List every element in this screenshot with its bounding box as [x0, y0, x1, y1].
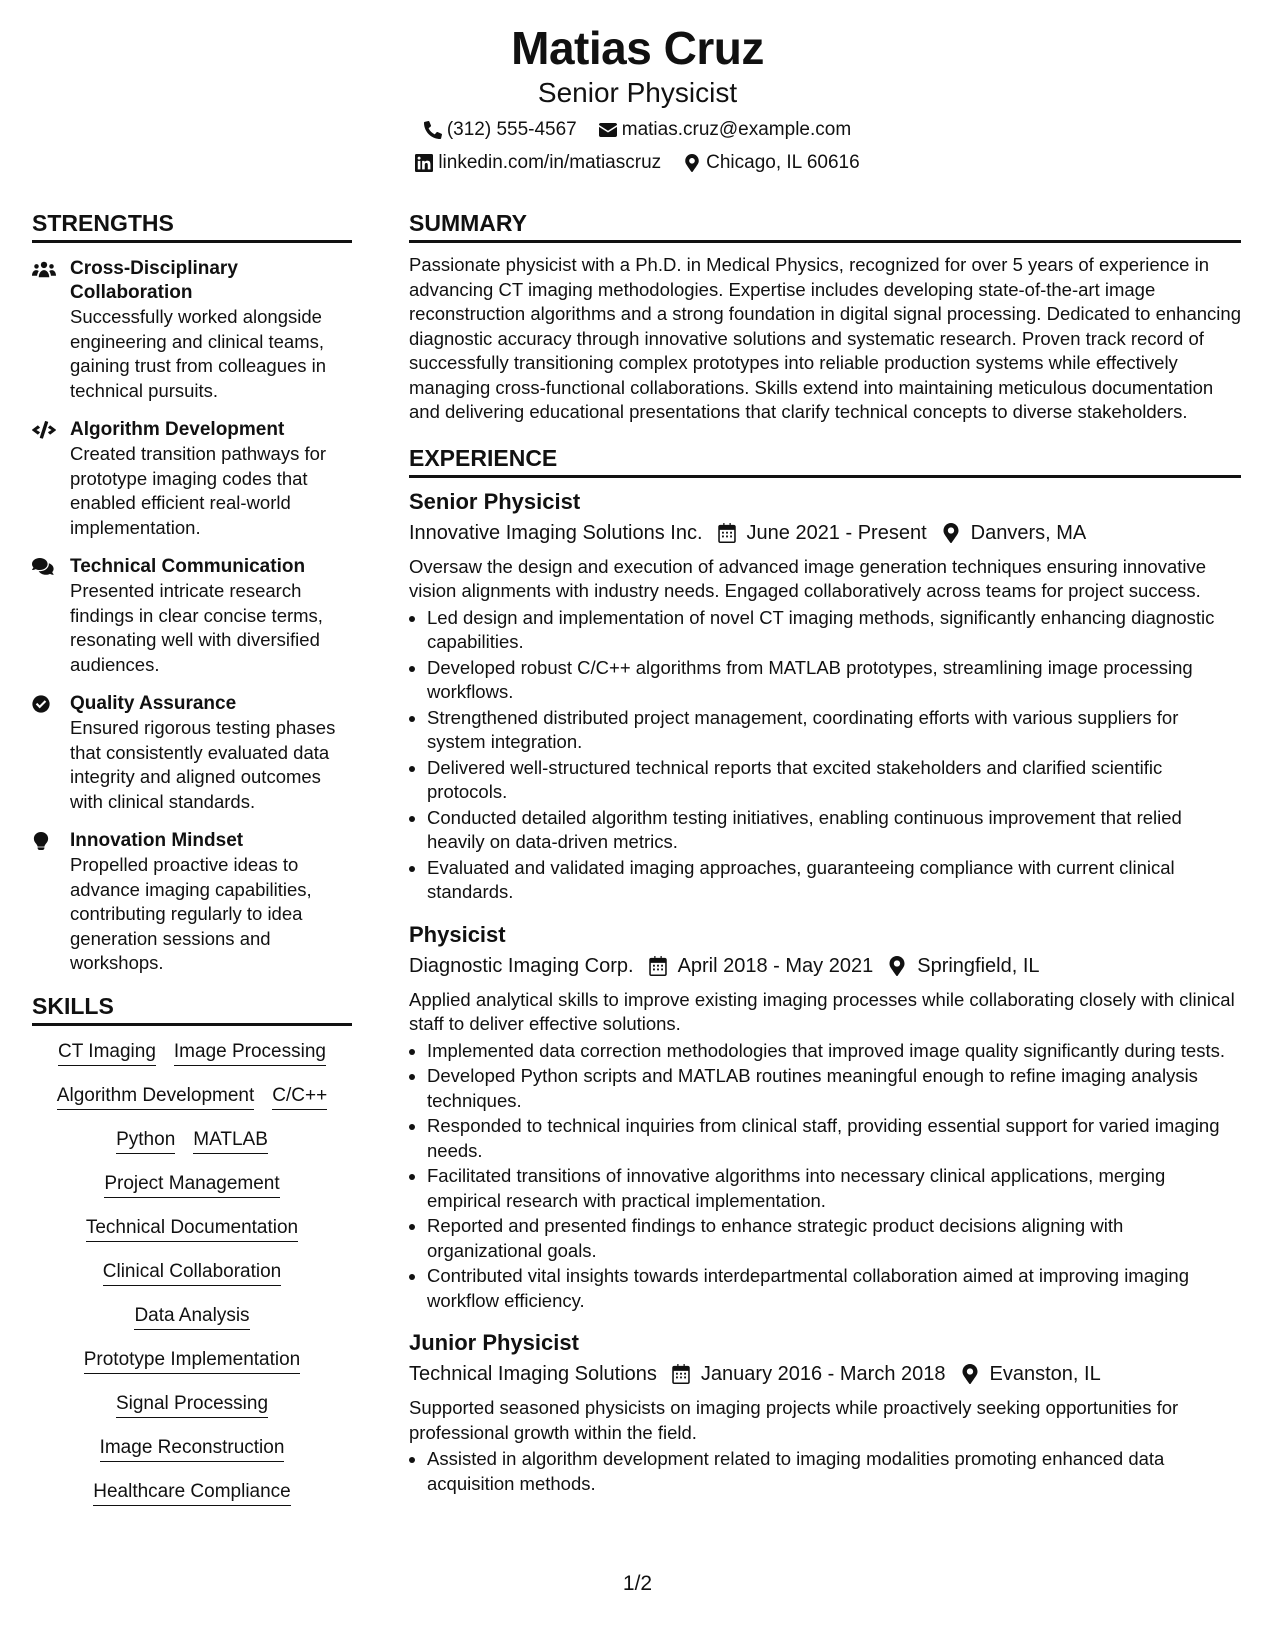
job-description: Supported seasoned physicists on imaging projects while proactively seeking opportunities for professional growth within the field. [409, 1397, 1179, 1443]
job-entry [409, 1329, 1241, 1496]
strength-title: Innovation Mindset [70, 830, 244, 851]
strength-item [32, 555, 352, 677]
job-company: Technical Imaging Solutions [409, 1363, 657, 1385]
strength-title: Quality Assurance [70, 693, 237, 714]
contact-email[interactable] [599, 118, 851, 142]
strength-description: Created transition pathways for prototype imaging codes that enabled efficient real-world implementation. [70, 443, 327, 538]
bullet-item: • Led design and implementation of novel CT imaging methods, significantly enhancing diagnostic capabilities. [427, 606, 1241, 655]
skill-tag: Healthcare Compliance [93, 1480, 291, 1506]
left-column [32, 208, 352, 1524]
job-meta [409, 1360, 1241, 1388]
linkedin-text: linkedin.com/in/matiascruz [438, 152, 662, 173]
email-text: matias.cruz@example.com [621, 119, 852, 140]
job-description: Applied analytical skills to improve existing imaging processes while collaborating closely with clinical staff to deliver effective solutions. [409, 988, 1235, 1034]
job-dates: January 2016 - March 2018 [700, 1363, 946, 1385]
strength-title: Technical Communication [70, 556, 306, 577]
job-bullets [409, 1039, 1241, 1314]
bullet-item: • Strengthened distributed project management, coordinating efforts with various suppliers for system integration. [427, 706, 1241, 755]
map-marker-icon [960, 1364, 980, 1384]
location-text: Chicago, IL 60616 [706, 152, 860, 173]
summary-heading: SUMMARY [409, 208, 1241, 243]
phone-icon [424, 121, 442, 139]
skill-tag: Prototype Implementation [84, 1348, 301, 1374]
strength-description: Propelled proactive ideas to advance imaging capabilities, contributing regularly to idea generation sessions and workshops. [70, 854, 312, 973]
check-circle-icon [32, 695, 56, 713]
strengths-list [32, 257, 352, 976]
strength-title: Algorithm Development [70, 419, 285, 440]
skill-tag: Image Reconstruction [100, 1436, 285, 1462]
skill-tag: Python [116, 1128, 175, 1154]
skill-tag: Clinical Collaboration [103, 1260, 281, 1286]
job-company: Diagnostic Imaging Corp. [409, 954, 634, 977]
skill-tag: C/C++ [272, 1084, 327, 1110]
job-meta [409, 952, 1241, 980]
strength-description: Presented intricate research findings in clear concise terms, resonating well with diversified audiences. [70, 580, 323, 675]
map-marker-icon [941, 523, 961, 543]
bullet-item: • Implemented data correction methodologies that improved image quality significantly during tests. [427, 1039, 1241, 1064]
skills-heading: SKILLS [32, 991, 352, 1026]
strength-title: Cross-Disciplinary Collaboration [70, 258, 238, 303]
job-dates: April 2018 - May 2021 [677, 954, 874, 977]
bullet-item: • Delivered well-structured technical reports that excited stakeholders and clarified scientific protocols. [427, 756, 1241, 805]
bullet-item: • Reported and presented findings to enhance strategic product decisions aligning with organizational goals. [427, 1214, 1241, 1263]
resume-header [0, 20, 1275, 175]
skill-tag: Technical Documentation [86, 1216, 298, 1242]
job-title: Physicist [409, 921, 506, 947]
lightbulb-icon [32, 832, 56, 850]
skill-tag: Project Management [104, 1172, 279, 1198]
users-icon [32, 260, 56, 278]
strength-item [32, 257, 352, 403]
envelope-icon [599, 121, 617, 139]
skills-list [32, 1040, 352, 1506]
map-marker-icon [683, 154, 701, 172]
job-bullets [409, 606, 1241, 905]
bullet-item: • Conducted detailed algorithm testing initiatives, enabling continuous improvement that relied heavily on data-driven metrics. [427, 806, 1241, 855]
summary-text: Passionate physicist with a Ph.D. in Medical Physics, recognized for over 5 years of experience in advancing CT imaging methodologies. Expertise includes developing state-of-the-art image reconstruction algorithms and a strong foundation in digital signal processing. Dedicated to enhancing diagnostic accuracy through innovative solutions and systematic research. Proven track record of successfully transitioning complex prototypes into reliable production systems while effectively managing cross-functional collaborations. Skills extend into maintaining meticulous documentation and delivering educational presentations that clarify technical concepts to diverse stakeholders. [409, 254, 1241, 422]
skill-tag: Image Processing [174, 1040, 326, 1066]
experience-heading: EXPERIENCE [409, 443, 1241, 478]
job-location: Springfield, IL [917, 954, 1040, 977]
bullet-item: • Facilitated transitions of innovative algorithms into necessary clinical applications, merging empirical research with practical implementation. [427, 1164, 1241, 1213]
contact-linkedin[interactable] [415, 151, 661, 175]
job-location: Danvers, MA [970, 521, 1087, 544]
job-title: Senior Physicist [409, 488, 581, 514]
job-entry [409, 488, 1241, 905]
strength-description: Successfully worked alongside engineering and clinical teams, gaining trust from colleagues in technical pursuits. [70, 306, 327, 401]
contact-line-1 [0, 118, 1275, 142]
phone-text: (312) 555-4567 [446, 119, 577, 140]
map-marker-icon [887, 956, 907, 976]
job-bullets [409, 1447, 1241, 1496]
strength-item [32, 692, 352, 814]
strengths-heading: STRENGTHS [32, 208, 352, 243]
strength-item [32, 418, 352, 540]
bullet-item: • Evaluated and validated imaging approaches, guaranteeing compliance with current clinical standards. [427, 856, 1241, 905]
calendar-icon [648, 956, 668, 976]
page-number: 1/2 [622, 1572, 653, 1595]
calendar-icon [671, 1364, 691, 1384]
candidate-name: Matias Cruz [511, 22, 764, 74]
candidate-title: Senior Physicist [537, 77, 738, 108]
skill-tag: Data Analysis [134, 1304, 249, 1330]
right-column [409, 208, 1241, 1497]
bullet-item: • Developed robust C/C++ algorithms from MATLAB prototypes, streamlining image processing workflows. [427, 656, 1241, 705]
skill-tag: Algorithm Development [57, 1084, 254, 1110]
bullet-item: • Developed Python scripts and MATLAB routines meaningful enough to refine imaging analysis techniques. [427, 1064, 1241, 1113]
job-entry [409, 921, 1241, 1314]
job-company: Innovative Imaging Solutions Inc. [409, 521, 703, 544]
bullet-item: • Assisted in algorithm development related to imaging modalities promoting enhanced data acquisition methods. [427, 1447, 1241, 1496]
job-location: Evanston, IL [989, 1363, 1101, 1385]
contact-line-2 [0, 151, 1275, 175]
skill-tag: Signal Processing [116, 1392, 268, 1418]
code-icon [32, 421, 56, 439]
calendar-icon [717, 523, 737, 543]
job-meta [409, 519, 1241, 547]
job-description: Oversaw the design and execution of advanced image generation techniques ensuring innovative vision alignments with industry needs. Engaged collaboratively across teams for project success. [409, 555, 1207, 601]
bullet-item: • Responded to technical inquiries from clinical staff, providing essential support for varied imaging needs. [427, 1114, 1241, 1163]
bullet-item: • Contributed vital insights towards interdepartmental collaboration aimed at improving imaging workflow efficiency. [427, 1264, 1241, 1313]
contact-phone [424, 118, 577, 142]
job-dates: June 2021 - Present [746, 521, 927, 544]
comments-icon [32, 558, 56, 576]
strength-description: Ensured rigorous testing phases that consistently evaluated data integrity and aligned outcomes with clinical standards. [70, 717, 336, 812]
skill-tag: MATLAB [193, 1128, 268, 1154]
job-title: Junior Physicist [409, 1330, 579, 1355]
skill-tag: CT Imaging [58, 1040, 156, 1066]
linkedin-icon [415, 154, 433, 172]
contact-location [683, 151, 860, 175]
strength-item [32, 829, 352, 976]
